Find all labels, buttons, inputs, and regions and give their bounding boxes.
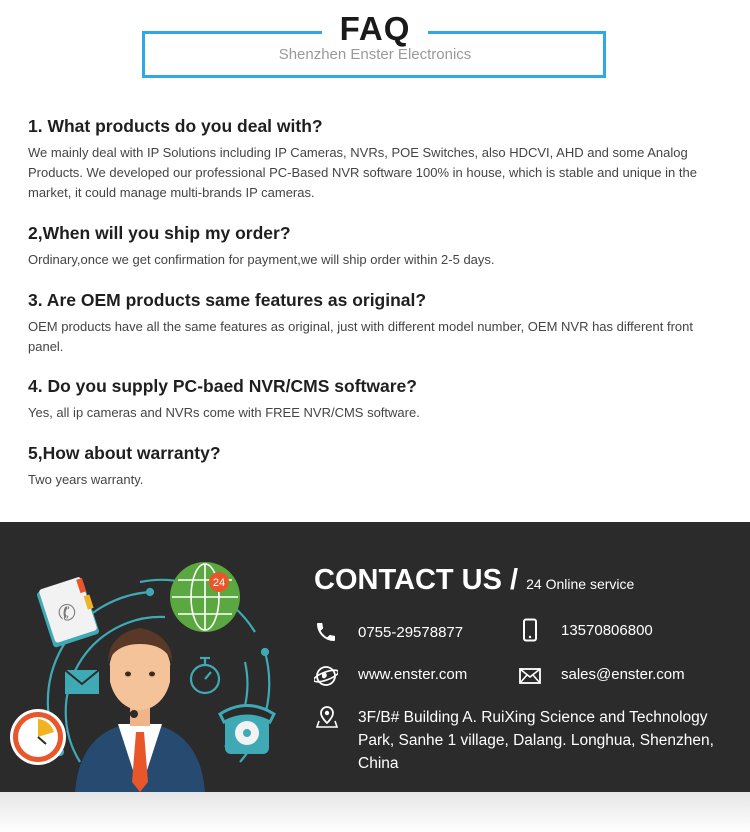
globe-illustration-icon [170, 562, 240, 632]
faq-answer: Yes, all ip cameras and NVRs come with FREE NVR/CMS software. [28, 405, 420, 420]
website-link[interactable]: www.enster.com [358, 666, 468, 683]
faq-item [28, 374, 728, 423]
contact-section [0, 522, 750, 792]
faq-question: 5,How about warranty? [28, 443, 221, 463]
phone-number[interactable]: 0755-29578877 [358, 624, 464, 641]
customer-service-agent-avatar [75, 626, 205, 792]
badge-24: 24 [212, 577, 226, 589]
contact-title [314, 564, 634, 597]
faq-item [28, 441, 728, 490]
page-subtitle: Shenzhen Enster Electronics [278, 46, 472, 63]
faq-answer: We mainly deal with IP Solutions including IP Cameras, NVRs, POE Switches, also HDCVI, AHD and some Analog Products. We developed our professional PC-Based NVR software 100% in house, which is stable and unique in the market, it could manage multi-brands IP cameras. [28, 145, 697, 200]
clock-icon [10, 709, 66, 765]
faq-question: 3. Are OEM products same features as original? [28, 290, 427, 310]
telephone-illustration-icon [220, 706, 274, 755]
address-book-icon [36, 576, 100, 648]
faq-item [28, 288, 728, 357]
bottom-shadow [0, 792, 750, 832]
faq-item [28, 114, 728, 203]
svg-text:✆: ✆ [54, 598, 81, 629]
mobile-icon [518, 618, 542, 642]
faq-question: 2,When will you ship my order? [28, 223, 291, 243]
contact-title-text: CONTACT US / [314, 564, 519, 596]
contact-subtitle: 24 Online service [526, 576, 635, 592]
faq-answer: Two years warranty. [28, 472, 144, 487]
faq-answer: Ordinary,once we get confirmation for payment,we will ship order within 2-5 days. [28, 252, 495, 267]
page-title: FAQ [339, 10, 411, 47]
mobile-number[interactable]: 13570806800 [561, 622, 653, 639]
email-icon [518, 664, 542, 688]
faq-item [28, 221, 728, 270]
faq-question: 1. What products do you deal with? [28, 116, 323, 136]
customer-service-illustration [0, 522, 300, 792]
globe-icon [314, 664, 338, 688]
email-link[interactable]: sales@enster.com [561, 666, 685, 683]
location-icon [315, 705, 339, 729]
faq-answer: OEM products have all the same features as original, just with different model number, OEM NVR has different front panel. [28, 319, 694, 354]
faq-question: 4. Do you supply PC-baed NVR/CMS software? [28, 376, 417, 396]
faq-header [0, 0, 750, 90]
stopwatch-icon [191, 658, 219, 693]
envelope-illustration-icon [65, 670, 99, 694]
address-text: 3F/B# Building A. RuiXing Science and Technology Park, Sanhe 1 village, Dalang. Longhua, Shenzhen, China [358, 709, 714, 772]
phone-icon [314, 620, 338, 644]
